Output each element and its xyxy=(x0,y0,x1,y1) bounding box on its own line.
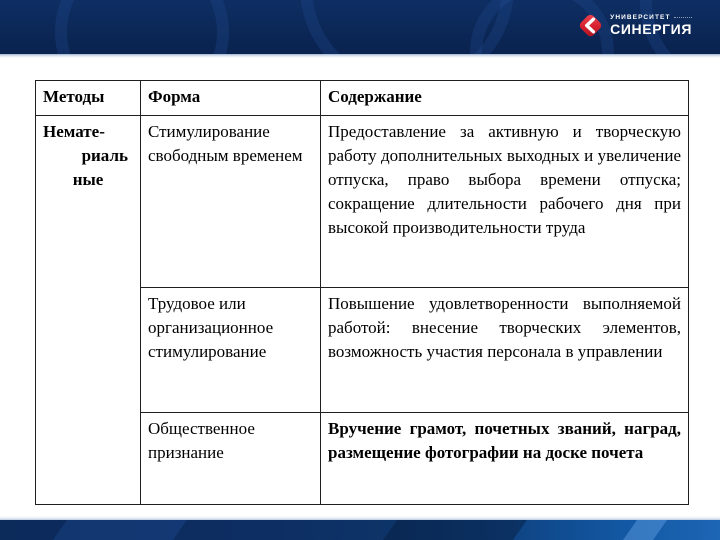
brand-name: СИНЕРГИЯ xyxy=(610,20,692,37)
table-row xyxy=(36,116,689,288)
col-header-content: Содержание xyxy=(321,81,689,116)
decorative-circle xyxy=(55,0,229,54)
method-line: риаль xyxy=(81,146,128,165)
content-cell: Вручение грамот, почетных званий, наград, размещение фотографии на доске почета xyxy=(321,413,689,505)
decorative-stripe xyxy=(623,520,667,540)
form-cell: Стимулирование свободным временем xyxy=(141,116,321,288)
table-header-row xyxy=(36,81,689,116)
bottom-navy-band xyxy=(0,520,720,540)
col-header-form: Форма xyxy=(141,81,321,116)
col-header-methods: Методы xyxy=(36,81,141,116)
method-line: Немате- xyxy=(43,122,105,141)
university-label: УНИВЕРСИТЕТ xyxy=(610,14,692,22)
top-band-separator xyxy=(0,54,720,58)
method-group-cell xyxy=(36,116,141,505)
decorative-stripe xyxy=(383,520,527,540)
logo-text xyxy=(610,14,692,37)
content-cell: Предоставление за активную и творческую работу дополнительных выходных и увеличение отпуска, право выбора времени отпуска; сокращение длительности рабочего дня при высокой производительности труда xyxy=(321,116,689,288)
method-line: ные xyxy=(72,170,104,189)
table-container xyxy=(35,80,689,505)
synergy-diamond-icon xyxy=(577,12,604,39)
synergy-logo xyxy=(577,10,692,40)
methods-table xyxy=(35,80,689,505)
content-cell: Повышение удовлетворенности выполняемой работой: внесение творческих элементов, возможность участия персонала в управлении xyxy=(321,288,689,413)
form-cell: Трудовое или организационное стимулирование xyxy=(141,288,321,413)
form-cell: Общественное признание xyxy=(141,413,321,505)
decorative-stripe xyxy=(53,520,187,540)
